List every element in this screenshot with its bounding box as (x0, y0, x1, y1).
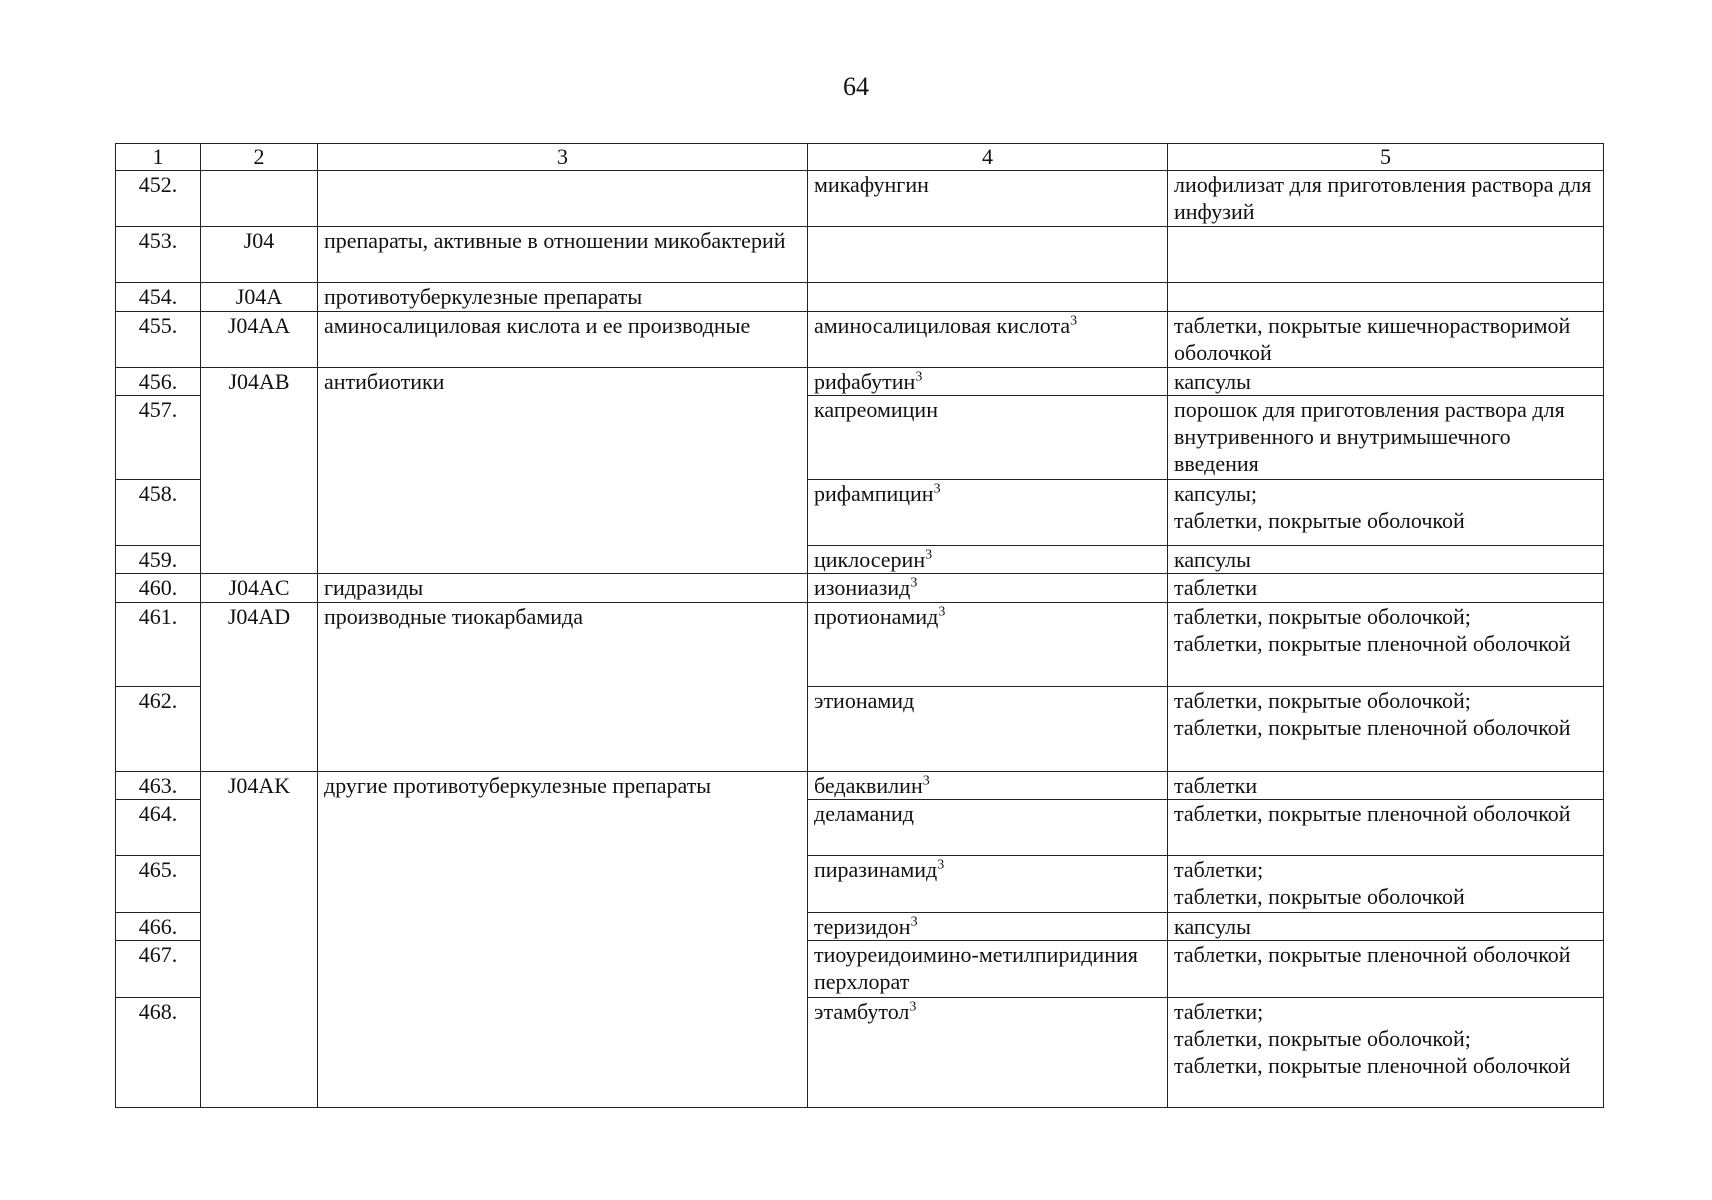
group-name: другие противотуберкулезные препараты (318, 772, 808, 1108)
column-number: 2 (201, 144, 318, 171)
row-number: 456. (116, 368, 201, 396)
drug-name: изониазид (814, 575, 911, 600)
row-number: 459. (116, 546, 201, 574)
row-number: 462. (116, 687, 201, 772)
drug-cell (808, 312, 1168, 368)
atc-code: J04AB (201, 368, 318, 574)
drug-cell (808, 998, 1168, 1108)
atc-code: J04AC (201, 574, 318, 603)
table-row (116, 603, 1604, 687)
atc-code: J04AA (201, 312, 318, 368)
drug-name: бедаквилин (814, 773, 923, 798)
footnote-mark: 3 (922, 773, 930, 789)
drug-cell (808, 941, 1168, 998)
drug-name: рифампицин (814, 481, 934, 506)
table-row (116, 368, 1604, 396)
group-name: противотуберкулезные препараты (318, 283, 808, 312)
dosage-form: порошок для приготовления раствора для внутривенного и внутримышечного введения (1168, 396, 1604, 480)
footnote-mark: 3 (1070, 313, 1078, 329)
drug-name: циклосерин (814, 547, 926, 572)
dosage-form: капсулы; таблетки, покрытые оболочкой (1168, 480, 1604, 546)
group-name: аминосалициловая кислота и ее производные (318, 312, 808, 368)
footnote-mark: 3 (933, 481, 941, 497)
drug-name: этионамид (814, 688, 915, 713)
footnote-mark: 3 (938, 604, 946, 620)
footnote-mark: 3 (909, 999, 917, 1015)
drug-name: рифабутин (814, 369, 916, 394)
drug-cell (808, 772, 1168, 800)
dosage-form: таблетки; таблетки, покрытые оболочкой (1168, 856, 1604, 913)
row-number: 455. (116, 312, 201, 368)
drug-cell (808, 913, 1168, 941)
row-number: 465. (116, 856, 201, 913)
drug-cell (808, 396, 1168, 480)
column-number: 4 (808, 144, 1168, 171)
row-number: 452. (116, 171, 201, 227)
table-row (116, 312, 1604, 368)
row-number: 463. (116, 772, 201, 800)
footnote-mark: 3 (915, 369, 923, 385)
dosage-form: капсулы (1168, 368, 1604, 396)
drug-cell (808, 856, 1168, 913)
row-number: 460. (116, 574, 201, 603)
footnote-mark: 3 (910, 575, 918, 591)
drug-name: тиоуреидоимино-метилпиридиния перхлорат (814, 942, 1138, 994)
table-body (116, 171, 1604, 1108)
dosage-form (1168, 227, 1604, 283)
drug-name: пиразинамид (814, 857, 938, 882)
dosage-form: капсулы (1168, 913, 1604, 941)
drug-name: аминосалициловая кислота (814, 313, 1071, 338)
group-name: препараты, активные в отношении микобактерий (318, 227, 808, 283)
dosage-form: таблетки, покрытые пленочной оболочкой (1168, 941, 1604, 998)
column-number: 1 (116, 144, 201, 171)
drug-cell (808, 603, 1168, 687)
atc-code: J04A (201, 283, 318, 312)
drug-name: капреомицин (814, 397, 938, 422)
dosage-form: таблетки (1168, 772, 1604, 800)
drug-cell (808, 227, 1168, 283)
atc-code: J04AD (201, 603, 318, 772)
row-number: 457. (116, 396, 201, 480)
atc-code (201, 171, 318, 227)
dosage-form: таблетки (1168, 574, 1604, 603)
row-number: 468. (116, 998, 201, 1108)
footnote-mark: 3 (910, 914, 918, 930)
group-name: гидразиды (318, 574, 808, 603)
drug-name: протионамид (814, 604, 939, 629)
column-number: 5 (1168, 144, 1604, 171)
column-number: 3 (318, 144, 808, 171)
group-name: антибиотики (318, 368, 808, 574)
dosage-form: таблетки, покрытые кишечнорастворимой оболочкой (1168, 312, 1604, 368)
atc-code: J04AK (201, 772, 318, 1108)
drug-cell (808, 480, 1168, 546)
group-name (318, 171, 808, 227)
drug-cell (808, 687, 1168, 772)
table-row (116, 772, 1604, 800)
footnote-mark: 3 (925, 547, 933, 563)
page-number: 64 (843, 72, 869, 101)
table-row (116, 283, 1604, 312)
row-number: 466. (116, 913, 201, 941)
row-number: 453. (116, 227, 201, 283)
dosage-form: таблетки; таблетки, покрытые оболочкой; таблетки, покрытые пленочной оболочкой (1168, 998, 1604, 1108)
dosage-form: таблетки, покрытые оболочкой; таблетки, покрытые пленочной оболочкой (1168, 687, 1604, 772)
row-number: 458. (116, 480, 201, 546)
dosage-form: таблетки, покрытые пленочной оболочкой (1168, 800, 1604, 856)
drug-cell (808, 800, 1168, 856)
footnote-mark: 3 (937, 857, 945, 873)
column-number-row (116, 144, 1604, 171)
drug-name: этамбутол (814, 999, 910, 1024)
atc-code: J04 (201, 227, 318, 283)
row-number: 461. (116, 603, 201, 687)
dosage-form: таблетки, покрытые оболочкой; таблетки, покрытые пленочной оболочкой (1168, 603, 1604, 687)
table-row (116, 227, 1604, 283)
row-number: 464. (116, 800, 201, 856)
row-number: 454. (116, 283, 201, 312)
drug-name: деламанид (814, 801, 914, 826)
group-name: производные тиокарбамида (318, 603, 808, 772)
row-number: 467. (116, 941, 201, 998)
dosage-form (1168, 283, 1604, 312)
drug-name: микафунгин (814, 172, 929, 197)
drug-cell (808, 546, 1168, 574)
dosage-form: капсулы (1168, 546, 1604, 574)
drug-cell (808, 368, 1168, 396)
dosage-form: лиофилизат для приготовления раствора для инфузий (1168, 171, 1604, 227)
drug-name: теризидон (814, 914, 911, 939)
drug-cell (808, 574, 1168, 603)
table-row (116, 171, 1604, 227)
drug-cell (808, 283, 1168, 312)
table-row (116, 574, 1604, 603)
drug-cell (808, 171, 1168, 227)
medicine-table (115, 143, 1604, 1108)
